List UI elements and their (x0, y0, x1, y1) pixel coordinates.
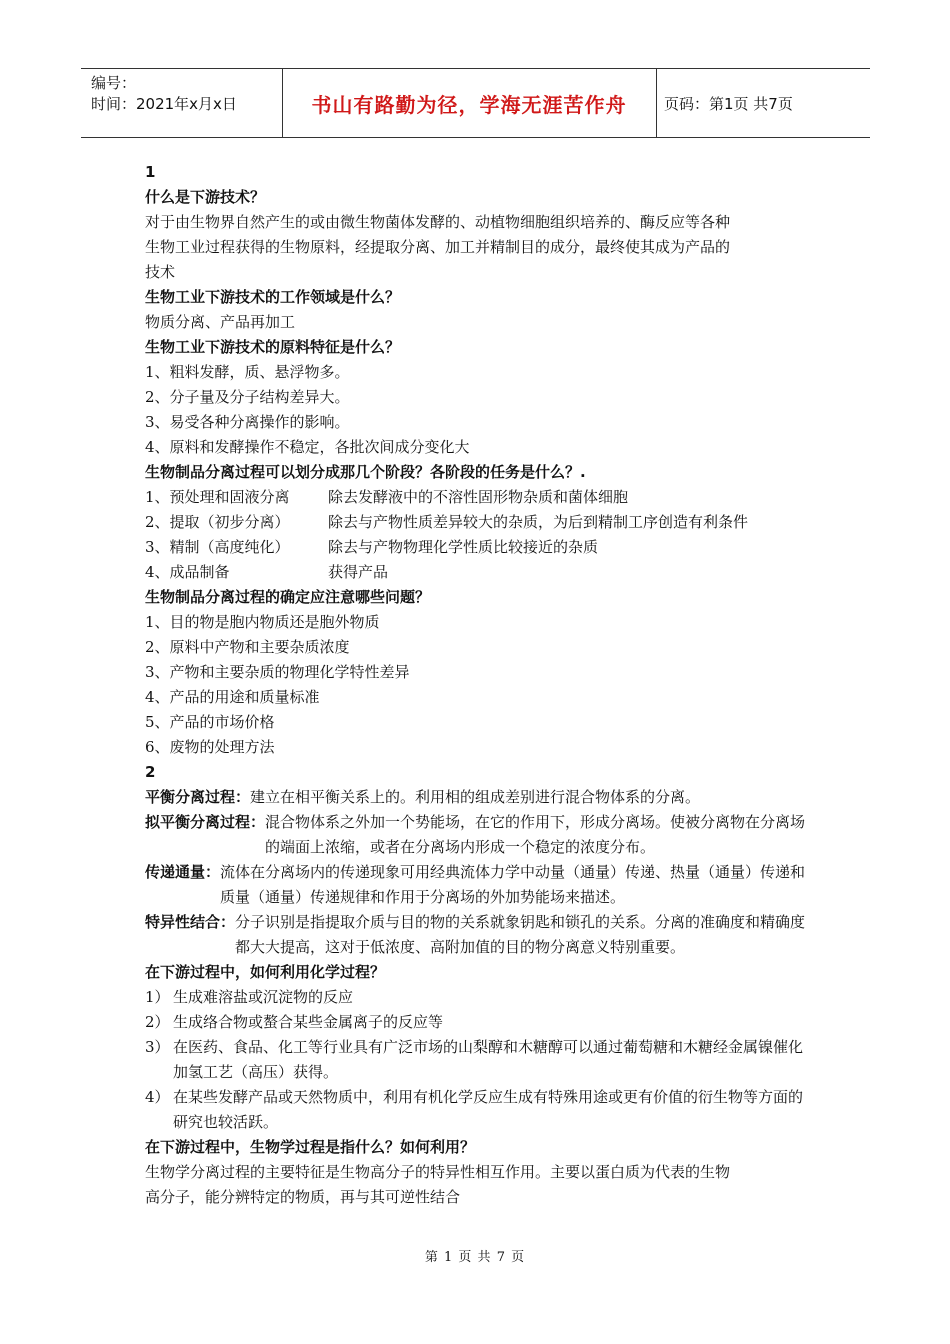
list-item: 4、原料和发酵操作不稳定，各批次间成分变化大 (145, 438, 470, 456)
list-item: 4、产品的用途和质量标准 (145, 688, 320, 706)
stage-row (145, 485, 815, 510)
document-body (145, 160, 815, 1210)
list-item: 1、目的物是胞内物质还是胞外物质 (145, 613, 380, 631)
definition-row (145, 910, 815, 960)
doc-number-label: 编号： (91, 74, 137, 92)
definition-row (145, 785, 815, 810)
list-item: 3、产物和主要杂质的物理化学特性差异 (145, 663, 410, 681)
stage-task: 除去与产物物理化学性质比较接近的杂质 (328, 538, 599, 556)
stage-name: 3、精制（高度纯化） (145, 538, 290, 556)
list-item: 1、粗料发酵，质、悬浮物多。 (145, 363, 350, 381)
header-meta (91, 73, 237, 115)
definition-term: 拟平衡分离过程： (145, 813, 266, 831)
answer-text: 生物学分离过程的主要特征是生物高分子的特异性相互作用。主要以蛋白质为代表的生物 (145, 1163, 731, 1181)
list-item: 6、废物的处理方法 (145, 738, 275, 756)
answer-text: 高分子，能分辨特定的物质，再与其可逆性结合 (145, 1188, 461, 1206)
stage-row (145, 510, 815, 535)
definition-desc: 混合物体系之外加一个势能场，在它的作用下，形成分离场。使被分离物在分离场的端面上浓缩，或者在分离场内形成一个稳定的浓度分布。 (265, 813, 806, 856)
definition-row (145, 860, 815, 910)
item-number: 3） (145, 1038, 170, 1056)
definition-desc: 流体在分离场内的传递现象可用经典流体力学中动量（通量）传递、热量（通量）传递和质量（通量）传递规律和作用于分离场的外加势能场来描述。 (220, 863, 806, 906)
answer-text: 技术 (145, 263, 176, 281)
stage-task: 除去发酵液中的不溶性固形物杂质和菌体细胞 (328, 488, 629, 506)
item-number: 2） (145, 1013, 170, 1031)
item-number: 4） (145, 1088, 170, 1106)
definition-term: 平衡分离过程： (145, 788, 251, 806)
answer-text: 物质分离、产品再加工 (145, 313, 296, 331)
question-heading: 生物工业下游技术的原料特征是什么？ (145, 338, 401, 356)
numbered-item (145, 985, 815, 1010)
stage-name: 1、预处理和固液分离 (145, 488, 290, 506)
header-divider (656, 69, 657, 137)
item-text: 生成难溶盐或沉淀物的反应 (173, 988, 354, 1006)
section-number: 2 (145, 763, 156, 781)
item-text: 在医药、食品、化工等行业具有广泛市场的山梨醇和木糖醇可以通过葡萄糖和木糖经金属镍催化加氢工艺（高压）获得。 (173, 1038, 804, 1081)
definition-desc: 分子识别是指提取介质与目的物的关系就象钥匙和锁孔的关系。分离的准确度和精确度都大大提高，这对于低浓度、高附加值的目的物分离意义特别重要。 (235, 913, 806, 956)
stage-name: 4、成品制备 (145, 563, 230, 581)
question-heading: 什么是下游技术？ (145, 188, 266, 206)
header-page-info: 页码：第1页 共7页 (664, 95, 793, 113)
numbered-item (145, 1010, 815, 1035)
stage-task: 除去与产物性质差异较大的杂质，为后到精制工序创造有利条件 (328, 513, 749, 531)
item-number: 1） (145, 988, 170, 1006)
section-number: 1 (145, 163, 156, 181)
definition-term: 特异性结合： (145, 913, 236, 931)
header-motto: 书山有路勤为径，学海无涯苦作舟 (311, 92, 627, 117)
question-heading: 生物制品分离过程可以划分成那几个阶段？各阶段的任务是什么？. (145, 463, 586, 481)
list-item: 5、产品的市场价格 (145, 713, 275, 731)
page-footer: 第 1 页 共 7 页 (424, 1250, 526, 1265)
page-header (81, 68, 870, 138)
list-item: 2、原料中产物和主要杂质浓度 (145, 638, 350, 656)
doc-time-label: 时间：2021年x月x日 (91, 95, 237, 113)
stage-task: 获得产品 (328, 563, 389, 581)
list-item: 3、易受各种分离操作的影响。 (145, 413, 350, 431)
question-heading: 生物工业下游技术的工作领域是什么？ (145, 288, 401, 306)
stage-row (145, 535, 815, 560)
question-heading: 在下游过程中，生物学过程是指什么？如何利用？ (145, 1138, 476, 1156)
numbered-item (145, 1085, 815, 1135)
stage-row (145, 560, 815, 585)
list-item: 2、分子量及分子结构差异大。 (145, 388, 350, 406)
item-text: 生成络合物或螯合某些金属离子的反应等 (173, 1013, 444, 1031)
numbered-item (145, 1035, 815, 1085)
answer-text: 对于由生物界自然产生的或由微生物菌体发酵的、动植物细胞组织培养的、酶反应等各种 (145, 213, 731, 231)
definition-row (145, 810, 815, 860)
item-text: 在某些发酵产品或天然物质中，利用有机化学反应生成有特殊用途或更有价值的衍生物等方面的研究也较活跃。 (173, 1088, 804, 1131)
question-heading: 在下游过程中，如何利用化学过程？ (145, 963, 386, 981)
question-heading: 生物制品分离过程的确定应注意哪些问题？ (145, 588, 431, 606)
definition-term: 传递通量： (145, 863, 221, 881)
stage-name: 2、提取（初步分离） (145, 513, 290, 531)
definition-desc: 建立在相平衡关系上的。利用相的组成差别进行混合物体系的分离。 (250, 788, 701, 806)
answer-text: 生物工业过程获得的生物原料，经提取分离、加工并精制目的成分，最终使其成为产品的 (145, 238, 731, 256)
